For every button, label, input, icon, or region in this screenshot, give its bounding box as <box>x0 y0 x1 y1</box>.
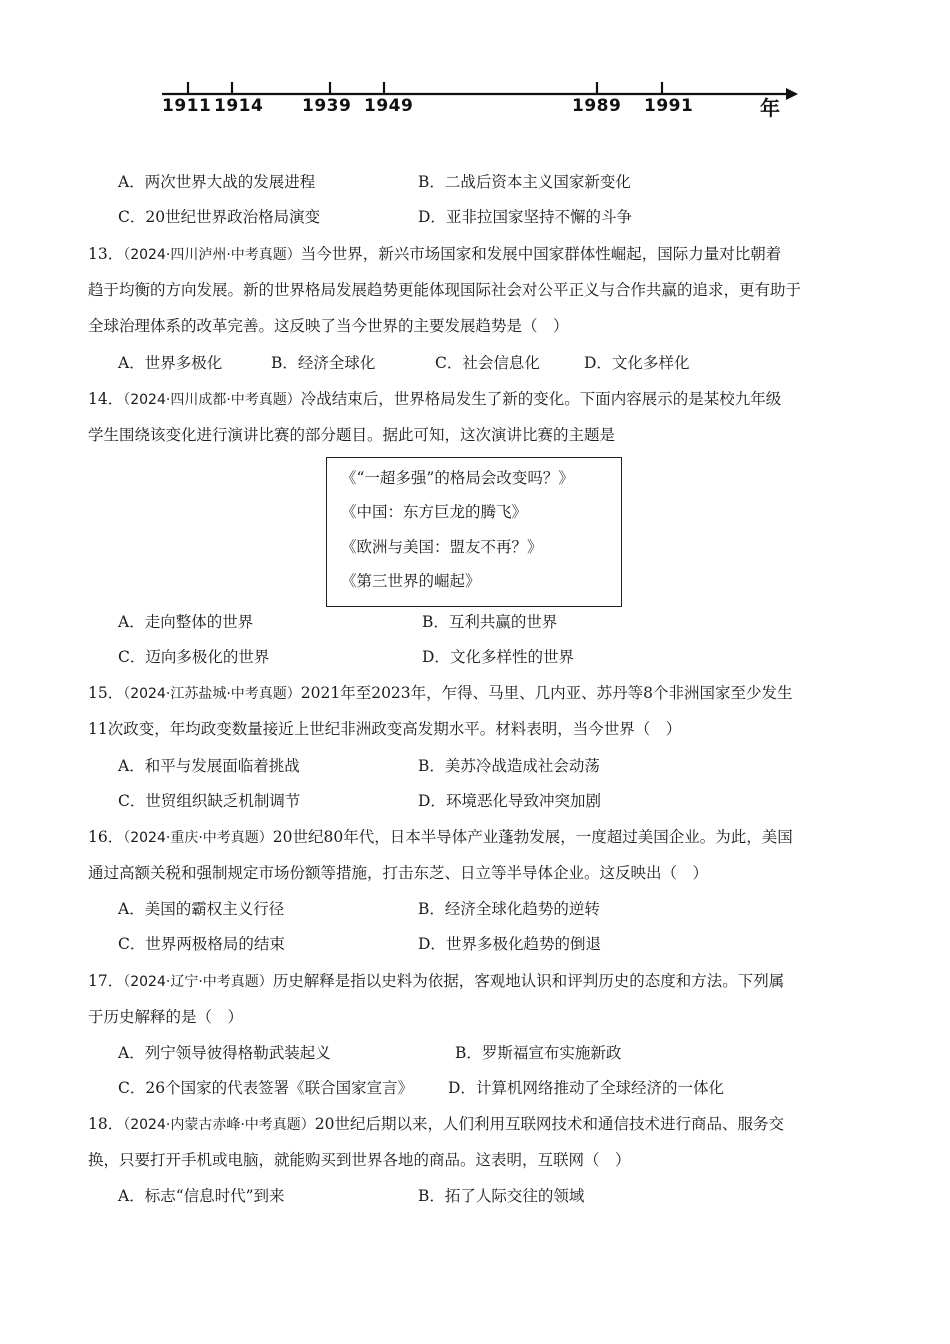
q18-stem-line-1: 18．（2024·内蒙古赤峰·中考真题）20世纪后期以来，人们利用互联网技术和通信技术进行商品、服务交 <box>88 1115 784 1133</box>
q12-option-b[interactable]: B．二战后资本主义国家新变化 <box>418 173 631 191</box>
q17-option-a[interactable]: A．列宁领导彼得格勒武装起义 <box>118 1044 331 1062</box>
q14-box-item: 《“一超多强”的格局会改变吗？》 <box>341 469 574 487</box>
q15-option-d[interactable]: D．环境恶化导致冲突加剧 <box>418 792 601 810</box>
q17-option-c[interactable]: C．26个国家的代表签署《联合国家宣言》 <box>118 1079 414 1097</box>
q14-box-item: 《中国：东方巨龙的腾飞》 <box>341 503 528 521</box>
q13-option-a[interactable]: A．世界多极化 <box>118 354 223 372</box>
q14-option-c[interactable]: C．迈向多极化的世界 <box>118 648 270 666</box>
q15-option-c[interactable]: C．世贸组织缺乏机制调节 <box>118 792 301 810</box>
q13-option-d[interactable]: D．文化多样化 <box>584 354 690 372</box>
q17-stem-line-2: 于历史解释的是（ ） <box>88 1008 244 1026</box>
q15-stem-line-2: 11次政变，年均政变数量接近上世纪非洲政变高发期水平。材料表明，当今世界（ ） <box>88 720 682 738</box>
q13-stem-line-3: 全球治理体系的改革完善。这反映了当今世界的主要发展趋势是（ ） <box>88 317 569 335</box>
tick-label-1991: 1991 <box>644 96 694 116</box>
q17-source: （2024·辽宁·中考真题） <box>123 974 273 990</box>
q18-option-a[interactable]: A．标志“信息时代”到来 <box>118 1187 285 1205</box>
q15-stem-line-1: 15．（2024·江苏盐城·中考真题）2021年至2023年，乍得、马里、几内亚、苏丹等8个非洲国家至少发生 <box>88 684 793 702</box>
tick-label-1911: 1911 <box>162 96 212 116</box>
q13-option-c[interactable]: C．社会信息化 <box>435 354 540 372</box>
q12-option-d[interactable]: D．亚非拉国家坚持不懈的斗争 <box>418 208 632 226</box>
tick-label-1939: 1939 <box>302 96 352 116</box>
tick-label-1989: 1989 <box>572 96 622 116</box>
q14-option-a[interactable]: A．走向整体的世界 <box>118 613 254 631</box>
q16-option-a[interactable]: A．美国的霸权主义行径 <box>118 900 285 918</box>
q14-source: （2024·四川成都·中考真题） <box>123 392 301 408</box>
q13-option-b[interactable]: B．经济全球化 <box>271 354 376 372</box>
q14-stem-line-2: 学生围绕该变化进行演讲比赛的部分题目。据此可知，这次演讲比赛的主题是 <box>88 426 616 444</box>
q16-source: （2024·重庆·中考真题） <box>123 830 273 846</box>
q17-option-b[interactable]: B．罗斯福宣布实施新政 <box>455 1044 622 1062</box>
timeline-unit: 年 <box>760 96 780 120</box>
q14-option-d[interactable]: D．文化多样性的世界 <box>422 648 574 666</box>
q14-box-item: 《欧洲与美国：盟友不再？》 <box>341 538 543 556</box>
q18-source: （2024·内蒙古赤峰·中考真题） <box>123 1117 315 1133</box>
q14-box-item: 《第三世界的崛起》 <box>341 572 481 590</box>
q13-source: （2024·四川泸州·中考真题） <box>123 247 301 263</box>
q13-stem-line-1: 13．（2024·四川泸州·中考真题）当今世界，新兴市场国家和发展中国家群体性崛起，国际力量对比朝着 <box>88 245 782 263</box>
q12-option-c[interactable]: C．20世纪世界政治格局演变 <box>118 208 321 226</box>
tick-label-1949: 1949 <box>364 96 414 116</box>
q15-option-b[interactable]: B．美苏冷战造成社会动荡 <box>418 757 600 775</box>
q16-option-d[interactable]: D．世界多极化趋势的倒退 <box>418 935 601 953</box>
q16-stem-line-2: 通过高额关税和强制规定市场份额等措施，打击东芝、日立等半导体企业。这反映出（ ） <box>88 864 709 882</box>
q17-stem-line-1: 17．（2024·辽宁·中考真题）历史解释是指以史料为依据，客观地认识和评判历史的态度和方法。下列属 <box>88 972 785 990</box>
q16-stem-line-1: 16．（2024·重庆·中考真题）20世纪80年代，日本半导体产业蓬勃发展，一度超过美国企业。为此，美国 <box>88 828 793 846</box>
q15-option-a[interactable]: A．和平与发展面临着挑战 <box>118 757 300 775</box>
q15-source: （2024·江苏盐城·中考真题） <box>123 686 301 702</box>
q14-stem-line-1: 14．（2024·四川成都·中考真题）冷战结束后，世界格局发生了新的变化。下面内容展示的是某校九年级 <box>88 390 782 408</box>
arrow-right-icon <box>786 88 798 100</box>
q12-option-a[interactable]: A．两次世界大战的发展进程 <box>118 173 316 191</box>
q17-option-d[interactable]: D．计算机网络推动了全球经济的一体化 <box>448 1079 724 1097</box>
timeline-figure <box>150 70 810 130</box>
q16-option-c[interactable]: C．世界两极格局的结束 <box>118 935 285 953</box>
q18-stem-line-2: 换，只要打开手机或电脑，就能购买到世界各地的商品。这表明，互联网（ ） <box>88 1151 631 1169</box>
tick-label-1914: 1914 <box>214 96 264 116</box>
q14-topic-box <box>326 457 622 607</box>
q18-option-b[interactable]: B．拓了人际交往的领域 <box>418 1187 585 1205</box>
q13-stem-line-2: 趋于均衡的方向发展。新的世界格局发展趋势更能体现国际社会对公平正义与合作共赢的追求，更有助于 <box>88 281 802 299</box>
q14-option-b[interactable]: B．互利共赢的世界 <box>422 613 558 631</box>
q16-option-b[interactable]: B．经济全球化趋势的逆转 <box>418 900 600 918</box>
